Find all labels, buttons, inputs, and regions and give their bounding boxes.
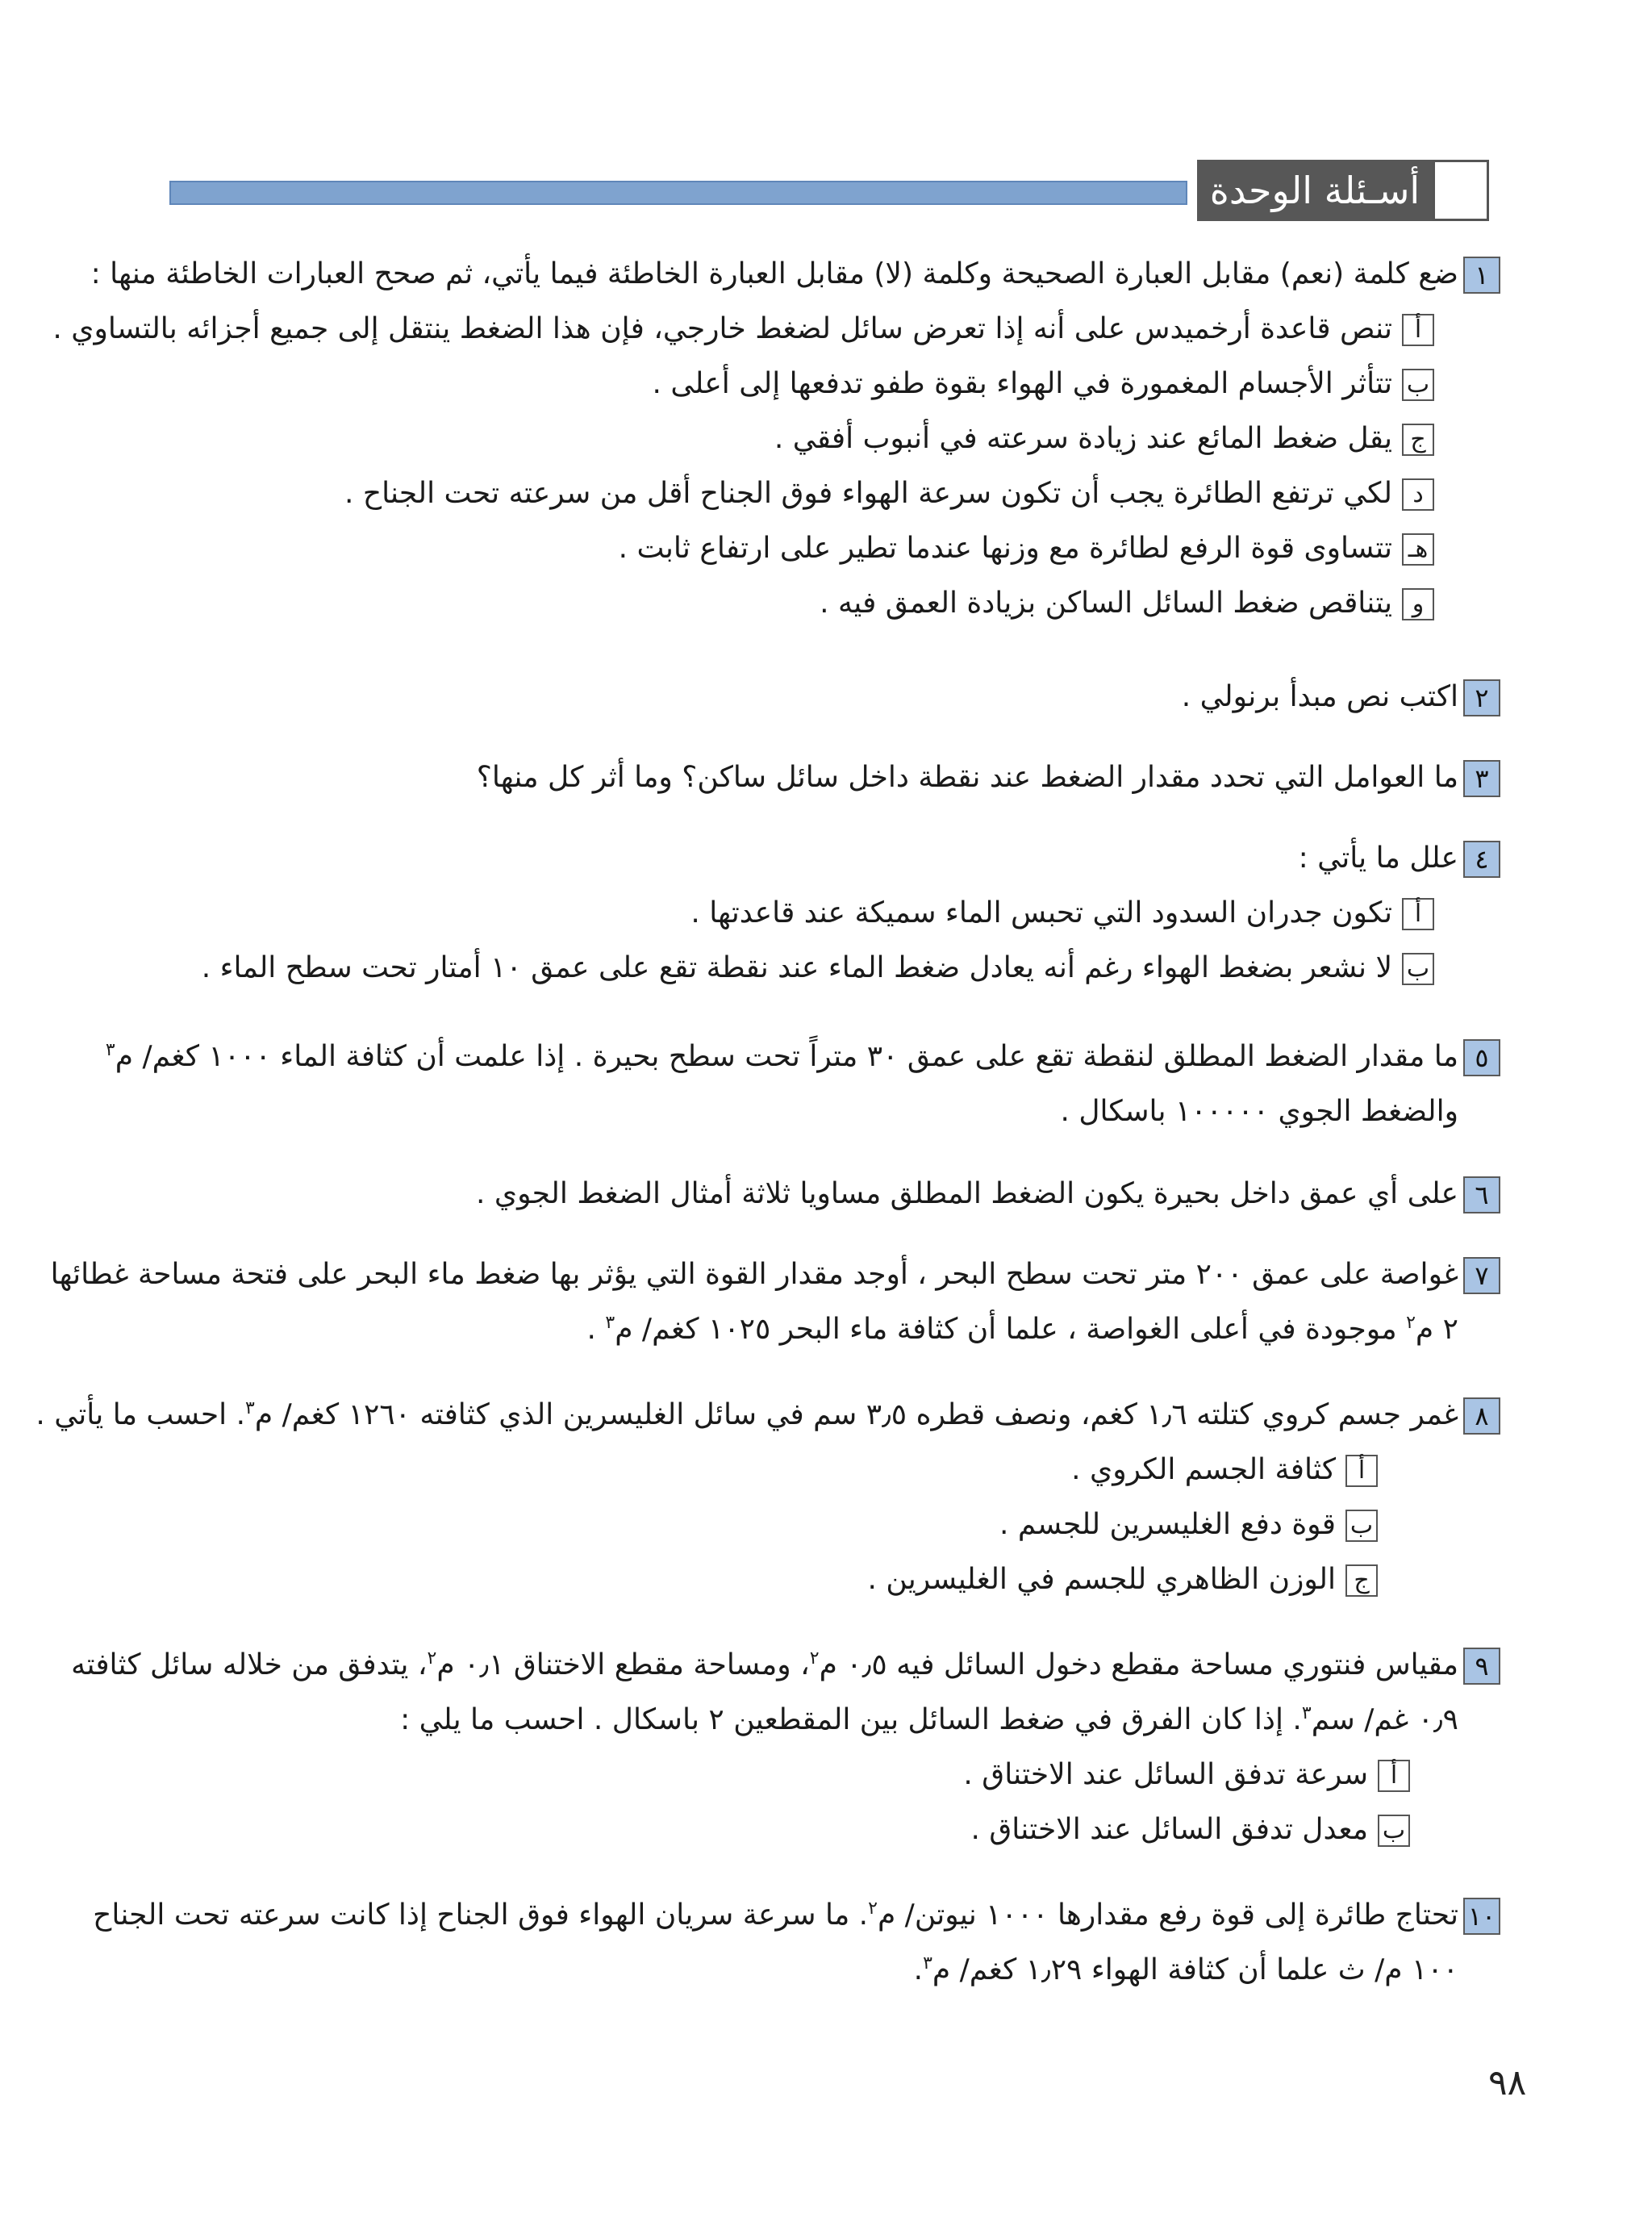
question-number: ٧ bbox=[1463, 1257, 1500, 1294]
item-label: أ bbox=[1402, 314, 1434, 346]
item-text: لا نشعر بضغط الهواء رغم أنه يعادل ضغط الماء عند نقطة تقع على عمق ١٠ أمتار تحت سطح الماء . bbox=[201, 951, 1392, 984]
item-text: سرعة تدفق السائل عند الاختناق . bbox=[963, 1758, 1368, 1791]
question-number: ٦ bbox=[1463, 1176, 1500, 1213]
question-1 bbox=[52, 247, 1489, 631]
question-text: على أي عمق داخل بحيرة يكون الضغط المطلق مساويا ثلاثة أمثال الضغط الجوي . bbox=[476, 1177, 1458, 1210]
question-text-line-2: ١٠٠ م/ ث علما أن كثافة الهواء ١٫٢٩ كغم/ م$^٣$. bbox=[913, 1953, 1458, 1986]
question-number: ٩ bbox=[1463, 1648, 1500, 1685]
item-a bbox=[71, 1748, 1410, 1802]
item-text: لكي ترتفع الطائرة يجب أن تكون سرعة الهواء فوق الجناح أقل من سرعته تحت الجناح . bbox=[344, 477, 1392, 510]
question-2 bbox=[1181, 670, 1489, 725]
item-label: د bbox=[1402, 478, 1434, 511]
item-label: ب bbox=[1402, 369, 1434, 401]
item-text: الوزن الظاهري للجسم في الغليسرين . bbox=[867, 1563, 1336, 1596]
header-corner-box bbox=[1433, 160, 1489, 221]
question-text-line-2: ٠٫٩ غم/ سم$^٣$. إذا كان الفرق في ضغط السائل بين المقطعين ٢ باسكال . احسب ما يلي : bbox=[400, 1703, 1458, 1736]
item-c bbox=[52, 411, 1434, 466]
item-label: أ bbox=[1402, 898, 1434, 930]
section-title: أسـئلة الوحدة bbox=[1197, 160, 1433, 221]
page-number: ٩٨ bbox=[1488, 2062, 1527, 2103]
item-b bbox=[202, 941, 1434, 996]
item-a bbox=[52, 302, 1434, 357]
question-8 bbox=[35, 1388, 1489, 1607]
item-text: يتناقص ضغط السائل الساكن بزيادة العمق فيه . bbox=[820, 587, 1392, 620]
question-text-line-1: ما مقدار الضغط المطلق لنقطة تقع على عمق ٣٠ متراً تحت سطح بحيرة . إذا علمت أن كثافة الماء ١٠٠٠ كغم/ م$^٣$ bbox=[105, 1040, 1458, 1073]
item-e bbox=[52, 521, 1434, 576]
question-number: ٤ bbox=[1463, 841, 1500, 878]
question-number: ٢ bbox=[1463, 679, 1500, 716]
item-label: و bbox=[1402, 588, 1434, 620]
item-label: أ bbox=[1378, 1760, 1410, 1792]
item-text: تكون جدران السدود التي تحبس الماء سميكة عند قاعدتها . bbox=[690, 896, 1392, 929]
item-label: ب bbox=[1345, 1510, 1378, 1542]
item-label: ج bbox=[1402, 424, 1434, 456]
item-label: ب bbox=[1378, 1815, 1410, 1847]
item-text: معدل تدفق السائل عند الاختناق . bbox=[970, 1813, 1368, 1846]
item-a bbox=[202, 886, 1434, 941]
item-f bbox=[52, 576, 1434, 631]
question-text: علل ما يأتي : bbox=[1298, 842, 1458, 875]
item-text: كثافة الجسم الكروي . bbox=[1071, 1453, 1336, 1486]
question-5 bbox=[105, 1030, 1489, 1139]
question-6 bbox=[476, 1167, 1489, 1222]
item-label: ب bbox=[1402, 953, 1434, 985]
item-text: تتساوى قوة الرفع لطائرة مع وزنها عندما تطير على ارتفاع ثابت . bbox=[618, 532, 1392, 565]
item-text: تتأثر الأجسام المغمورة في الهواء بقوة طفو تدفعها إلى أعلى . bbox=[652, 367, 1392, 400]
question-text-line-2: ٢ م$^٢$ موجودة في أعلى الغواصة ، علما أن كثافة ماء البحر ١٠٢٥ كغم/ م$^٣$ . bbox=[586, 1313, 1458, 1346]
question-text-line-1: غواصة على عمق ٢٠٠ متر تحت سطح البحر ، أوجد مقدار القوة التي يؤثر بها ضغط ماء البحر على فتحة مساحة غطائها bbox=[50, 1258, 1458, 1291]
question-text: اكتب نص مبدأ برنولي . bbox=[1181, 680, 1458, 713]
question-text-line-1: تحتاج طائرة إلى قوة رفع مقدارها ١٠٠٠ نيوتن/ م$^٢$. ما سرعة سريان الهواء فوق الجناح إذا كانت سرعته تحت الجناح bbox=[93, 1898, 1458, 1932]
item-text: تنص قاعدة أرخميدس على أنه إذا تعرض سائل لضغط خارجي، فإن هذا الضغط ينتقل إلى جميع أجزائه بالتساوي . bbox=[52, 312, 1392, 345]
item-b bbox=[35, 1497, 1378, 1552]
question-9 bbox=[71, 1638, 1489, 1857]
question-text: ضع كلمة (نعم) مقابل العبارة الصحيحة وكلمة (لا) مقابل العبارة الخاطئة فيما يأتي، ثم صحح العبارات الخاطئة منها : bbox=[90, 257, 1458, 290]
question-number: ١ bbox=[1463, 257, 1500, 294]
question-4 bbox=[201, 831, 1489, 996]
question-number: ٨ bbox=[1463, 1397, 1500, 1435]
question-number: ١٠ bbox=[1463, 1898, 1500, 1935]
item-d bbox=[52, 466, 1434, 521]
header-bar bbox=[169, 181, 1187, 205]
question-text-line-2: والضغط الجوي ١٠٠٠٠٠ باسكال . bbox=[1060, 1095, 1458, 1128]
question-3 bbox=[476, 750, 1489, 805]
item-label: هـ bbox=[1402, 533, 1434, 566]
question-text: ما العوامل التي تحدد مقدار الضغط عند نقطة داخل سائل ساكن؟ وما أثر كل منها؟ bbox=[476, 761, 1458, 794]
item-a bbox=[35, 1443, 1378, 1497]
question-number: ٣ bbox=[1463, 760, 1500, 797]
item-c bbox=[35, 1552, 1378, 1607]
item-text: قوة دفع الغليسرين للجسم . bbox=[999, 1508, 1336, 1541]
item-b bbox=[71, 1802, 1410, 1857]
item-text: يقل ضغط المائع عند زيادة سرعته في أنبوب أفقي . bbox=[774, 422, 1392, 455]
question-number: ٥ bbox=[1463, 1039, 1500, 1076]
question-text: غمر جسم كروي كتلته ١٫٦ كغم، ونصف قطره ٣٫٥ سم في سائل الغليسرين الذي كثافته ١٢٦٠ كغم/ م$^٣$. احسب ما يأتي . bbox=[35, 1398, 1458, 1431]
question-7 bbox=[50, 1247, 1489, 1357]
item-b bbox=[52, 357, 1434, 411]
item-label: ج bbox=[1345, 1564, 1378, 1597]
item-label: أ bbox=[1345, 1455, 1378, 1487]
question-text-line-1: مقياس فنتوري مساحة مقطع دخول السائل فيه ٠٫٥ م$^٢$، ومساحة مقطع الاختناق ٠٫١ م$^٢$، يتدفق من خلاله سائل كثافته bbox=[71, 1648, 1458, 1681]
question-10 bbox=[93, 1888, 1496, 1998]
